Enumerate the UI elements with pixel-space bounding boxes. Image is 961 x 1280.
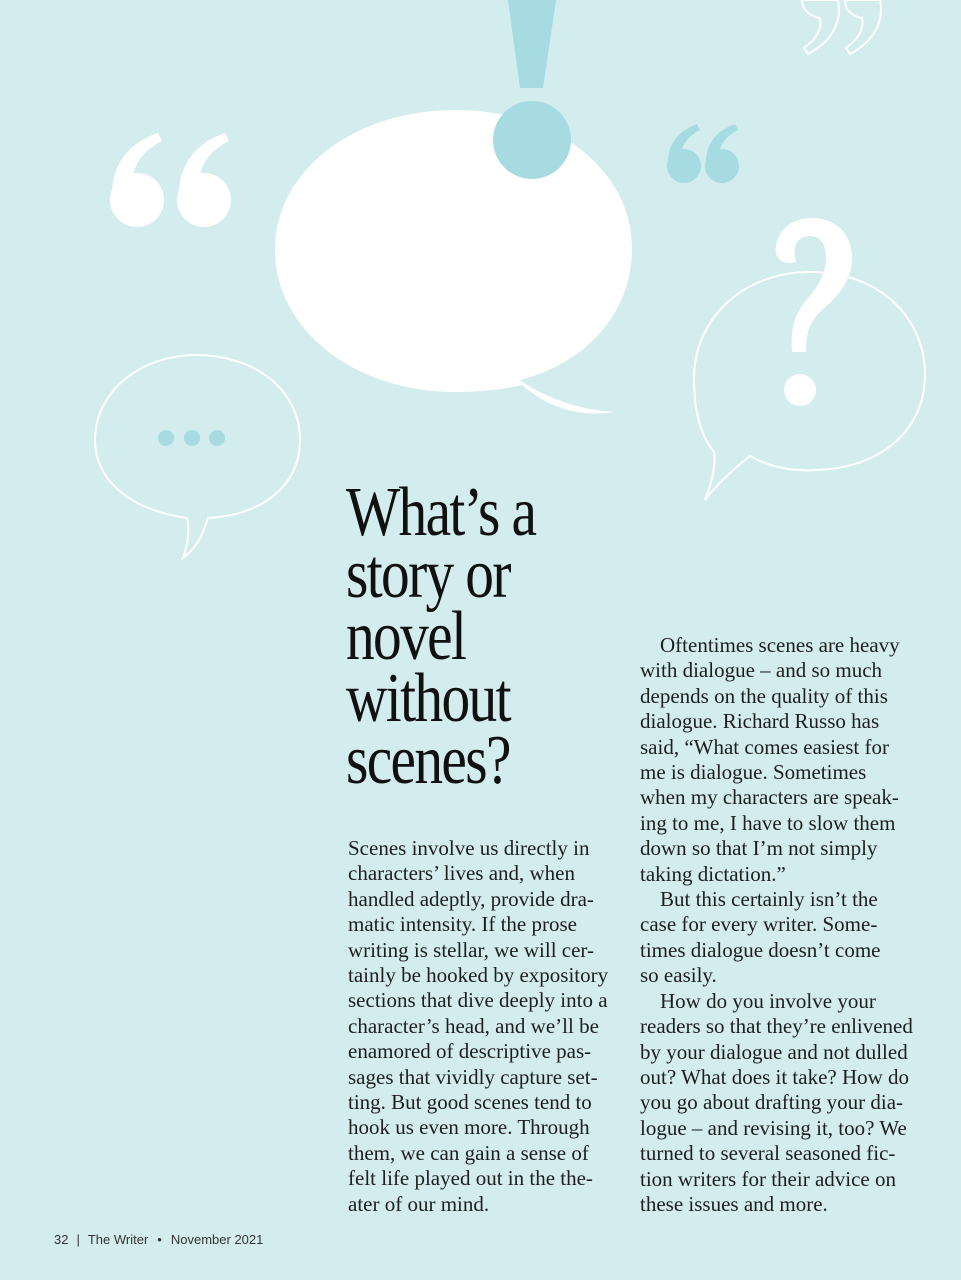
question-bubble-icon — [694, 218, 925, 500]
headline — [346, 474, 584, 799]
headline-line: What’s a — [346, 474, 536, 551]
headline-line: scenes? — [346, 722, 510, 799]
text-line: me is dialogue. Sometimes — [640, 760, 867, 785]
text-line: matic intensity. If the prose — [348, 912, 577, 937]
text-line: you go about drafting your dia- — [640, 1090, 904, 1115]
headline-line: story or — [346, 536, 510, 613]
issue-date: November 2021 — [170, 1232, 264, 1247]
text-line: sections that dive deeply into a — [348, 988, 608, 1013]
large-speech-bubble-icon — [275, 110, 632, 413]
text-line: ting. But good scenes tend to — [348, 1090, 592, 1115]
text-line: felt life played out in the the- — [348, 1166, 593, 1191]
text-line: depends on the quality of this — [640, 683, 888, 708]
text-line: But this certainly isn’t the — [660, 887, 878, 912]
headline-line: novel — [346, 598, 466, 675]
text-line: by your dialogue and not dulled — [640, 1039, 908, 1064]
text-line: out? What does it take? How do — [640, 1064, 910, 1089]
text-line: Oftentimes scenes are heavy — [660, 633, 900, 657]
text-line: with dialogue – and so much — [640, 658, 883, 683]
text-line: case for every writer. Some- — [640, 912, 878, 937]
text-line: readers so that they’re enlivened — [640, 1014, 913, 1039]
text-line: turned to several seasoned fic- — [640, 1141, 896, 1166]
text-line: tainly be hooked by expository — [348, 963, 609, 988]
exclamation-icon — [493, 0, 571, 179]
text-line: hook us even more. Through — [348, 1115, 590, 1140]
text-line: dialogue. Richard Russo has — [640, 709, 880, 734]
text-line: when my characters are speak- — [640, 785, 899, 810]
close-quote-icon — [802, 0, 881, 54]
text-line: ater of our mind. — [348, 1191, 490, 1216]
text-line: sages that vividly capture set- — [348, 1064, 598, 1089]
open-quote-icon-white — [110, 133, 231, 227]
left-column-text — [348, 836, 608, 1217]
text-line: them, we can gain a sense of — [348, 1140, 589, 1165]
text-line: tion writers for their advice on — [640, 1166, 896, 1191]
text-line: these issues and more. — [640, 1191, 828, 1216]
text-line: so easily. — [640, 963, 717, 988]
text-line: Scenes involve us directly in — [348, 836, 590, 860]
publication-name: The Writer — [87, 1232, 149, 1247]
text-line: How do you involve your — [660, 988, 876, 1013]
footer-bullet: • — [157, 1232, 162, 1247]
page-number: 32 — [54, 1232, 69, 1247]
text-line: writing is stellar, we will cer- — [348, 937, 595, 962]
headline-line: without — [346, 660, 510, 737]
footer-divider: | — [76, 1232, 80, 1247]
text-line: down so that I’m not simply — [640, 836, 878, 861]
text-line: ing to me, I have to slow them — [640, 810, 896, 835]
text-line: enamored of descriptive pas- — [348, 1039, 592, 1064]
page-footer — [54, 1232, 263, 1247]
text-line: character’s head, and we’ll be — [348, 1013, 599, 1038]
ellipsis-bubble-icon — [95, 355, 300, 558]
text-line: taking dictation.” — [640, 861, 786, 886]
text-line: logue – and revising it, too? We — [640, 1115, 907, 1140]
text-line: characters’ lives and, when — [348, 861, 576, 886]
open-quote-icon-teal — [667, 124, 739, 183]
right-column-text — [640, 633, 913, 1217]
text-line: said, “What comes easiest for — [640, 734, 889, 759]
text-line: times dialogue doesn’t come — [640, 937, 881, 962]
text-line: handled adeptly, provide dra- — [348, 886, 594, 911]
